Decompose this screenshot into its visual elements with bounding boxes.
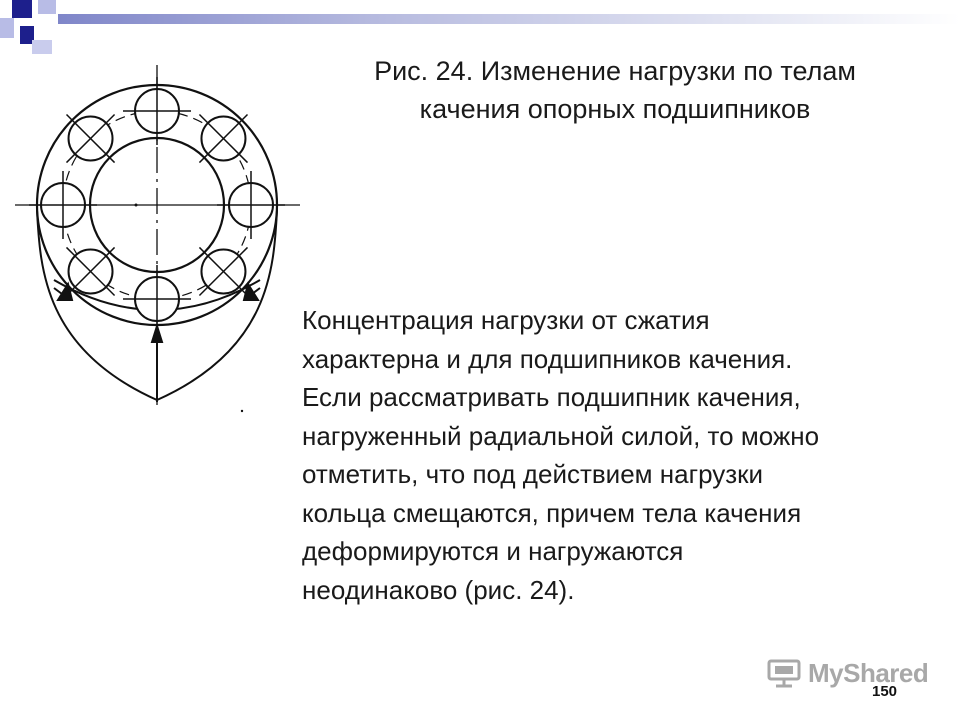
watermark-label: MyShared (808, 657, 929, 688)
center-mark (135, 204, 138, 207)
presentation-icon (766, 658, 802, 688)
bearing-diagram (10, 60, 310, 420)
stray-dot (241, 410, 243, 412)
watermark (766, 656, 928, 690)
page-number: 150 (872, 683, 898, 700)
body-line: Концентрация нагрузки от сжатия (302, 305, 710, 335)
corner-square-light (0, 18, 14, 38)
body-line: Если рассматривать подшипник качения, (302, 382, 801, 412)
body-line: характерна и для подшипников качения. (302, 343, 793, 374)
figure-title-line: Рис. 24. Изменение нагрузки по телам (374, 56, 856, 86)
figure-title (300, 52, 930, 128)
corner-decoration (0, 0, 60, 60)
body-line: неодинаково (рис. 24). (302, 574, 575, 605)
corner-square-dark (12, 0, 32, 18)
corner-square-light (32, 40, 52, 54)
figure-title-line: качения опорных подшипников (419, 94, 811, 124)
arrowhead (152, 326, 162, 342)
body-line: нагруженный радиальной силой, то можно (302, 420, 820, 451)
body-line: деформируются и нагружаются (302, 536, 684, 566)
body-line: отметить, что под действием нагрузки (302, 459, 764, 489)
body-paragraph (302, 301, 952, 609)
header-gradient-bar (58, 14, 960, 24)
corner-square-light (38, 0, 56, 14)
body-line: кольца смещаются, причем тела качения (302, 497, 802, 528)
